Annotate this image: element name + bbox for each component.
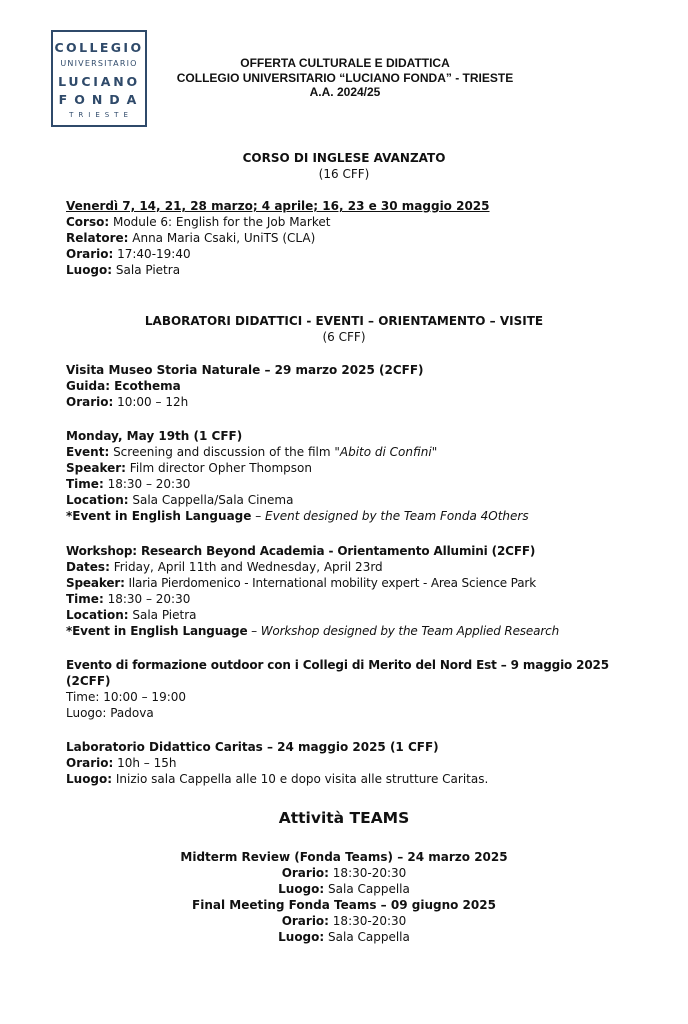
field-value: Anna Maria Csaki, UniTS (CLA) [128,231,316,245]
field-value: Sala Pietra [128,608,197,622]
field-label: Luogo: [278,930,325,944]
museum-visit [66,362,666,410]
note-dash: – [251,509,266,523]
caritas-lab [66,739,666,787]
field-value: Ilaria Pierdomenico - International mobility expert - Area Science Park [124,576,536,590]
workshop-note [66,623,666,639]
field-label: Speaker: [66,461,126,475]
field-label: Orario: [66,395,114,409]
field-value: Sala Cappella [324,930,410,944]
field-value: Film director Opher Thompson [125,461,312,475]
note-italic: Workshop designed by the Team Applied Research [260,624,560,638]
film-name: "Abito di Confini" [334,445,438,459]
field-label: Relatore: [66,231,129,245]
labs-title: LABORATORI DIDATTICI - EVENTI – ORIENTAMENTO – VISITE [144,314,544,328]
field-label: Orario: [66,247,114,261]
midterm-title: Midterm Review (Fonda Teams) – 24 marzo 2025 [180,850,508,864]
film-time [66,476,666,492]
field-label: Time: [66,477,104,491]
logo-line-luciano: LUCIANO [58,74,140,89]
field-value: Sala Cappella/Sala Cinema [128,493,294,507]
note-bold: *Event in English Language [66,509,252,523]
english-course-field [66,262,666,278]
english-course-dates: Venerdì 7, 14, 21, 28 marzo; 4 aprile; 16, 23 e 30 maggio 2025 [66,199,490,213]
field-value: 18:30-20:30 [328,914,407,928]
field-label: Event: [66,445,110,459]
field-value: 17:40-19:40 [113,247,191,261]
teams-sessions [0,849,688,945]
workshop-title: Workshop: Research Beyond Academia - Orientamento Allumini (2CFF) [66,544,536,558]
field-label: Time: [66,592,104,606]
english-course-field [66,230,666,246]
field-value: Friday, April 11th and Wednesday, April 23rd [109,560,383,574]
workshop-event [66,543,666,639]
english-course-field [66,214,666,230]
english-course-credits: (16 CFF) [318,167,370,181]
workshop-location [66,607,666,623]
workshop-time [66,591,666,607]
final-title: Final Meeting Fonda Teams – 09 giugno 2025 [192,898,496,912]
outdoor-title-line-2: (2CFF) [66,674,111,688]
teams-title: Attività TEAMS [278,809,410,827]
field-value: Inizio sala Cappella alle 10 e dopo visita alle strutture Caritas. [112,772,489,786]
field-label: Luogo: [66,772,113,786]
caritas-time [66,755,666,771]
logo-line-trieste: TRIESTE [69,111,133,119]
header-line-3: A.A. 2024/25 [309,85,381,99]
film-event [66,428,666,524]
field-label: Dates: [66,560,110,574]
field-label: Orario: [281,914,329,928]
english-course-heading [0,150,688,182]
labs-credits: (6 CFF) [322,330,366,344]
header-line-2: COLLEGIO UNIVERSITARIO “LUCIANO FONDA” - TRIESTE [176,70,514,85]
logo-line-universitario: UNIVERSITARIO [60,59,138,68]
field-value: 18:30 – 20:30 [103,477,191,491]
midterm-time [0,865,688,881]
field-label: Location: [66,493,129,507]
outdoor-time: Time: 10:00 – 19:00 [66,690,187,704]
workshop-speaker [66,575,666,591]
caritas-place [66,771,666,787]
caritas-title: Laboratorio Didattico Caritas – 24 maggio 2025 (1 CFF) [66,740,439,754]
note-bold: *Event in English Language [66,624,248,638]
field-label: Orario: [281,866,329,880]
english-course-details [66,198,666,278]
logo-line-collegio: COLLEGIO [54,40,144,55]
film-speaker [66,460,666,476]
museum-time [66,394,666,410]
film-note [66,508,666,524]
english-course-field [66,246,666,262]
outdoor-title-line-1: Evento di formazione outdoor con i Collegi di Merito del Nord Est – 9 maggio 2025 [66,658,609,672]
college-logo [51,30,147,127]
field-value: Sala Pietra [112,263,181,277]
museum-guide: Guida: Ecothema [66,379,181,393]
logo-line-fonda: FONDA [58,92,144,107]
note-italic: Event designed by the Team Fonda 4Others [265,509,529,523]
outdoor-place: Luogo: Padova [66,706,154,720]
final-time [0,913,688,929]
field-value: Sala Cappella [324,882,410,896]
midterm-place [0,881,688,897]
field-value: Screening and discussion of the film [109,445,335,459]
field-label: Corso: [66,215,110,229]
field-label: Orario: [66,756,114,770]
field-value: 18:30-20:30 [328,866,407,880]
film-event-line [66,444,666,460]
field-value: 10:00 – 12h [113,395,189,409]
document-header [150,56,540,100]
field-value: 10h – 15h [113,756,177,770]
museum-title: Visita Museo Storia Naturale – 29 marzo 2025 (2CFF) [66,363,424,377]
field-label: Speaker: [66,576,125,590]
workshop-dates [66,559,666,575]
labs-heading [0,313,688,345]
final-place [0,929,688,945]
field-value: 18:30 – 20:30 [103,592,191,606]
field-label: Location: [66,608,129,622]
outdoor-event [66,657,666,721]
film-title: Monday, May 19th (1 CFF) [66,429,243,443]
film-location [66,492,666,508]
header-line-1: OFFERTA CULTURALE E DIDATTICA [240,56,450,70]
field-label: Luogo: [66,263,113,277]
english-course-title: CORSO DI INGLESE AVANZATO [242,151,446,165]
note-dash: – [247,624,261,638]
field-value: Module 6: English for the Job Market [109,215,331,229]
field-label: Luogo: [278,882,325,896]
